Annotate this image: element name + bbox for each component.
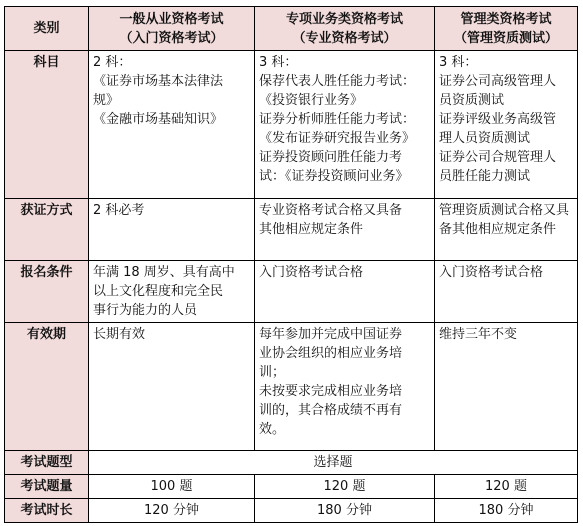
registration-general-line2: 以上文化程度和完全民 [93,284,224,299]
header-row [5,7,578,51]
certification-special-line2: 其他相应规定条件 [259,222,364,237]
exam-count-general [89,475,255,499]
exam-count-management-text: 120 题 [485,479,527,494]
header-general-exam-title: 一般从业资格考试 [119,11,224,27]
exam-duration-general [89,499,255,523]
subjects-label [5,51,89,199]
subjects-label-text: 科目 [33,55,60,70]
validity-label [5,323,89,451]
validity-special-line5: 训的，其合格成绩不再有 [259,403,403,418]
validity-management-cell [435,323,578,451]
exam-type-value: 选择题 [313,455,353,470]
validity-row [5,323,578,451]
subjects-special-line4: 《发布证券研究报告业务》 [259,131,416,146]
subjects-management-cell [435,51,578,199]
subjects-special-count: 3 科： [259,55,298,70]
validity-special-cell [255,323,435,451]
subjects-general-line3: 《金融市场基础知识》 [93,112,224,127]
header-special-exam [255,7,435,51]
validity-special-line6: 效。 [259,422,286,437]
certification-management-line1: 管理资质测试合格又具 [439,203,570,218]
validity-special-line2: 业协会组织的相应业务培 [259,346,403,361]
validity-general-cell [89,323,255,451]
subjects-general-line2: 规》 [93,93,120,108]
registration-special-cell [255,261,435,323]
exam-type-label-text: 考试题型 [20,455,73,470]
exam-duration-special [255,499,435,523]
subjects-general-cell [89,51,255,199]
registration-management-text: 入门资格考试合格 [439,265,544,280]
certification-management-line2: 备其他相应规定条件 [439,222,557,237]
registration-special-text: 入门资格考试合格 [259,265,364,280]
validity-management-text: 维持三年不变 [439,327,518,342]
exam-duration-management-text: 180 分钟 [478,503,534,518]
header-management-exam-title: 管理类资格考试 [460,11,552,27]
header-general-exam-sub: （入门资格考试） [119,30,224,46]
exam-type-row [5,451,578,475]
exam-type-label [5,451,89,475]
registration-label [5,261,89,323]
subjects-special-line1: 保荐代表人胜任能力考试： [259,74,416,89]
header-special-exam-sub: （专业资格考试） [292,30,397,46]
subjects-special-line3: 证券分析师胜任能力考试： [259,112,416,127]
subjects-management-line5: 证券公司合规管理人 [439,150,557,165]
subjects-management-line3: 证券评级业务高级管 [439,112,557,127]
header-category-label: 类别 [33,21,60,36]
certification-general-text: 2 科必考 [93,203,145,218]
exam-type-value-cell [89,451,578,475]
certification-row [5,199,578,261]
registration-general-cell [89,261,255,323]
certification-special-line1: 专业资格考试合格又具备 [259,203,403,218]
subjects-management-line1: 证券公司高级管理人 [439,74,557,89]
validity-special-line4: 未按要求完成相应业务培 [259,384,403,399]
subjects-special-cell [255,51,435,199]
registration-row [5,261,578,323]
certification-label [5,199,89,261]
registration-label-text: 报名条件 [20,265,73,280]
subjects-general-count: 2 科： [93,55,132,70]
exam-duration-special-text: 180 分钟 [317,503,372,518]
certification-label-text: 获证方式 [20,203,73,218]
subjects-management-count: 3 科： [439,55,478,70]
subjects-row [5,51,578,199]
header-general-exam [89,7,255,51]
exam-count-row [5,475,578,499]
subjects-management-line4: 理人员资质测试 [439,131,531,146]
subjects-management-line6: 员胜任能力测试 [439,169,531,184]
validity-special-line1: 每年参加并完成中国证券 [259,327,403,342]
subjects-special-line5: 证券投资顾问胜任能力考 [259,150,403,165]
exam-count-label-text: 考试题量 [20,479,73,494]
header-special-exam-title: 专项业务类资格考试 [285,11,403,27]
subjects-special-line6: 试：《证券投资顾问业务》 [259,169,409,184]
exam-comparison-table [4,6,578,523]
exam-count-special-text: 120 题 [323,479,366,494]
certification-management-cell [435,199,578,261]
exam-count-special [255,475,435,499]
validity-general-text: 长期有效 [93,327,146,342]
registration-general-line3: 事行为能力的人员 [93,303,198,318]
exam-duration-row [5,499,578,523]
exam-count-management [435,475,578,499]
subjects-special-line2: 《投资银行业务》 [259,93,364,108]
header-management-exam [435,7,578,51]
subjects-general-line1: 《证券市场基本法律法 [93,74,224,89]
certification-special-cell [255,199,435,261]
validity-label-text: 有效期 [26,327,66,342]
header-category [5,7,89,51]
exam-duration-label [5,499,89,523]
registration-management-cell [435,261,578,323]
header-management-exam-sub: （管理资质测试） [453,30,558,46]
exam-count-general-text: 100 题 [150,479,193,494]
exam-count-label [5,475,89,499]
certification-general-cell [89,199,255,261]
registration-general-line1: 年满 18 周岁、具有高中 [93,265,235,280]
subjects-management-line2: 员资质测试 [439,93,505,108]
validity-special-line3: 训； [259,365,286,380]
exam-duration-label-text: 考试时长 [20,503,73,518]
exam-duration-management [435,499,578,523]
exam-duration-general-text: 120 分钟 [144,503,199,518]
